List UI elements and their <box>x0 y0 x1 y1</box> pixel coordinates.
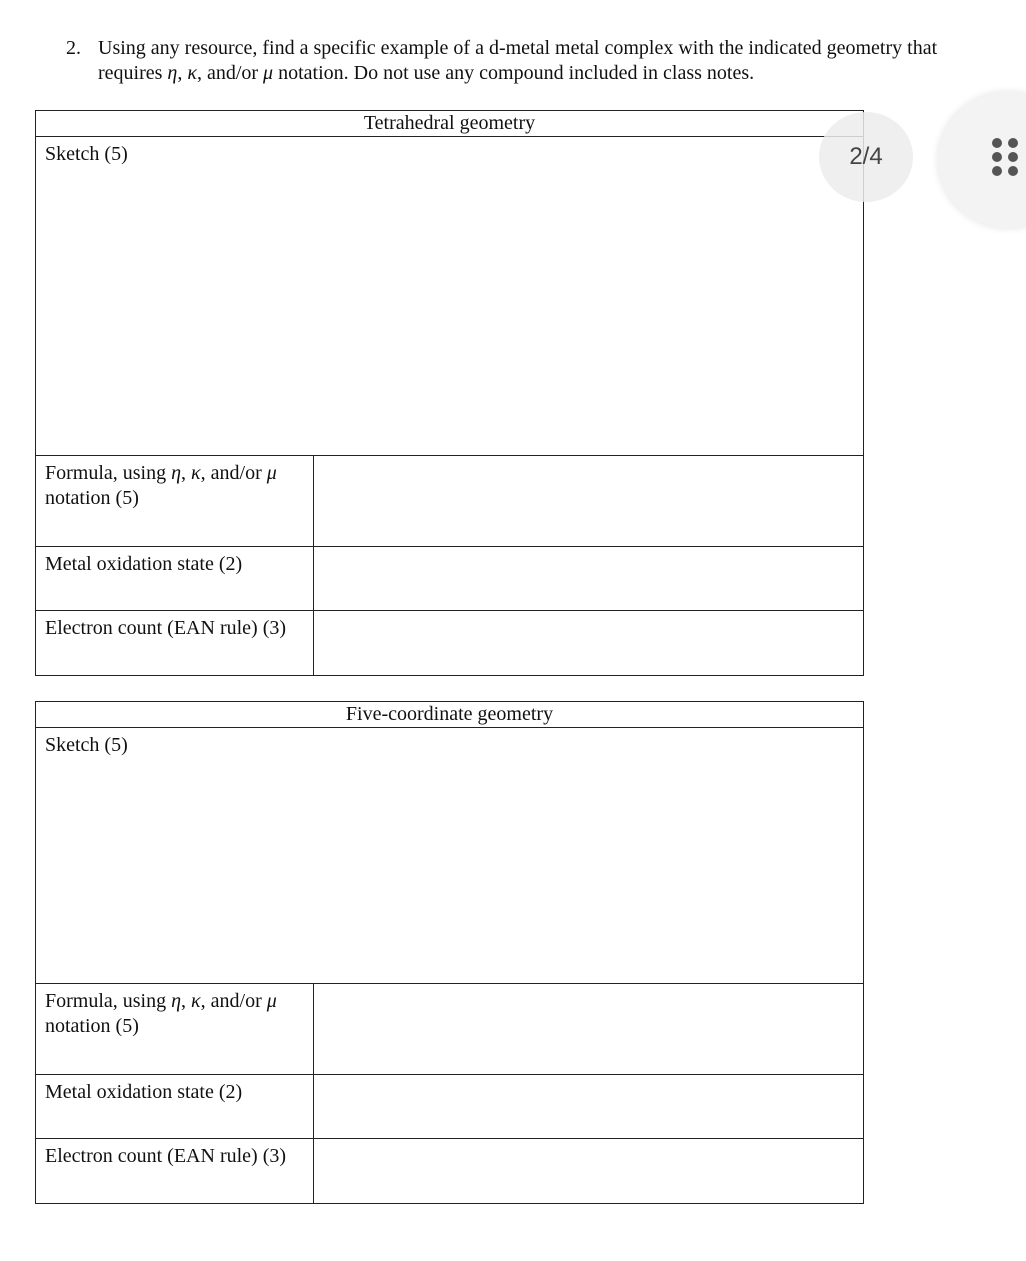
page-indicator: 2/4 <box>819 112 913 202</box>
formula-label: Formula, using η, κ, and/or μ notation (5) <box>36 456 314 547</box>
oxidation-answer-cell[interactable] <box>314 1075 864 1139</box>
electron-count-answer-cell[interactable] <box>314 611 864 676</box>
electron-count-label: Electron count (EAN rule) (3) <box>36 1139 314 1204</box>
question-text <box>98 36 1006 86</box>
formula-answer-cell[interactable] <box>314 984 864 1075</box>
oxidation-label: Metal oxidation state (2) <box>36 547 314 611</box>
five-coordinate-table <box>35 701 864 1204</box>
electron-count-label: Electron count (EAN rule) (3) <box>36 611 314 676</box>
electron-count-answer-cell[interactable] <box>314 1139 864 1204</box>
formula-answer-cell[interactable] <box>314 456 864 547</box>
question-prompt <box>66 36 1006 86</box>
question-line-2: requires η, κ, and/or μ notation. Do not use any compound included in class notes. <box>98 62 755 84</box>
oxidation-answer-cell[interactable] <box>314 547 864 611</box>
sketch-label: Sketch (5) <box>45 143 128 165</box>
formula-label: Formula, using η, κ, and/or μ notation (5) <box>36 984 314 1075</box>
table-title: Five-coordinate geometry <box>36 702 864 728</box>
more-dots-icon <box>992 138 1018 178</box>
table-title: Tetrahedral geometry <box>36 111 864 137</box>
more-options-button[interactable] <box>938 92 1026 228</box>
sketch-cell[interactable] <box>36 728 864 984</box>
question-number: 2. <box>66 37 81 59</box>
sketch-label: Sketch (5) <box>45 734 128 756</box>
oxidation-label: Metal oxidation state (2) <box>36 1075 314 1139</box>
question-line-1: Using any resource, find a specific example of a d-metal metal complex with the indicated geometry that <box>98 37 938 59</box>
tetrahedral-table <box>35 110 864 676</box>
sketch-cell[interactable] <box>36 137 864 456</box>
